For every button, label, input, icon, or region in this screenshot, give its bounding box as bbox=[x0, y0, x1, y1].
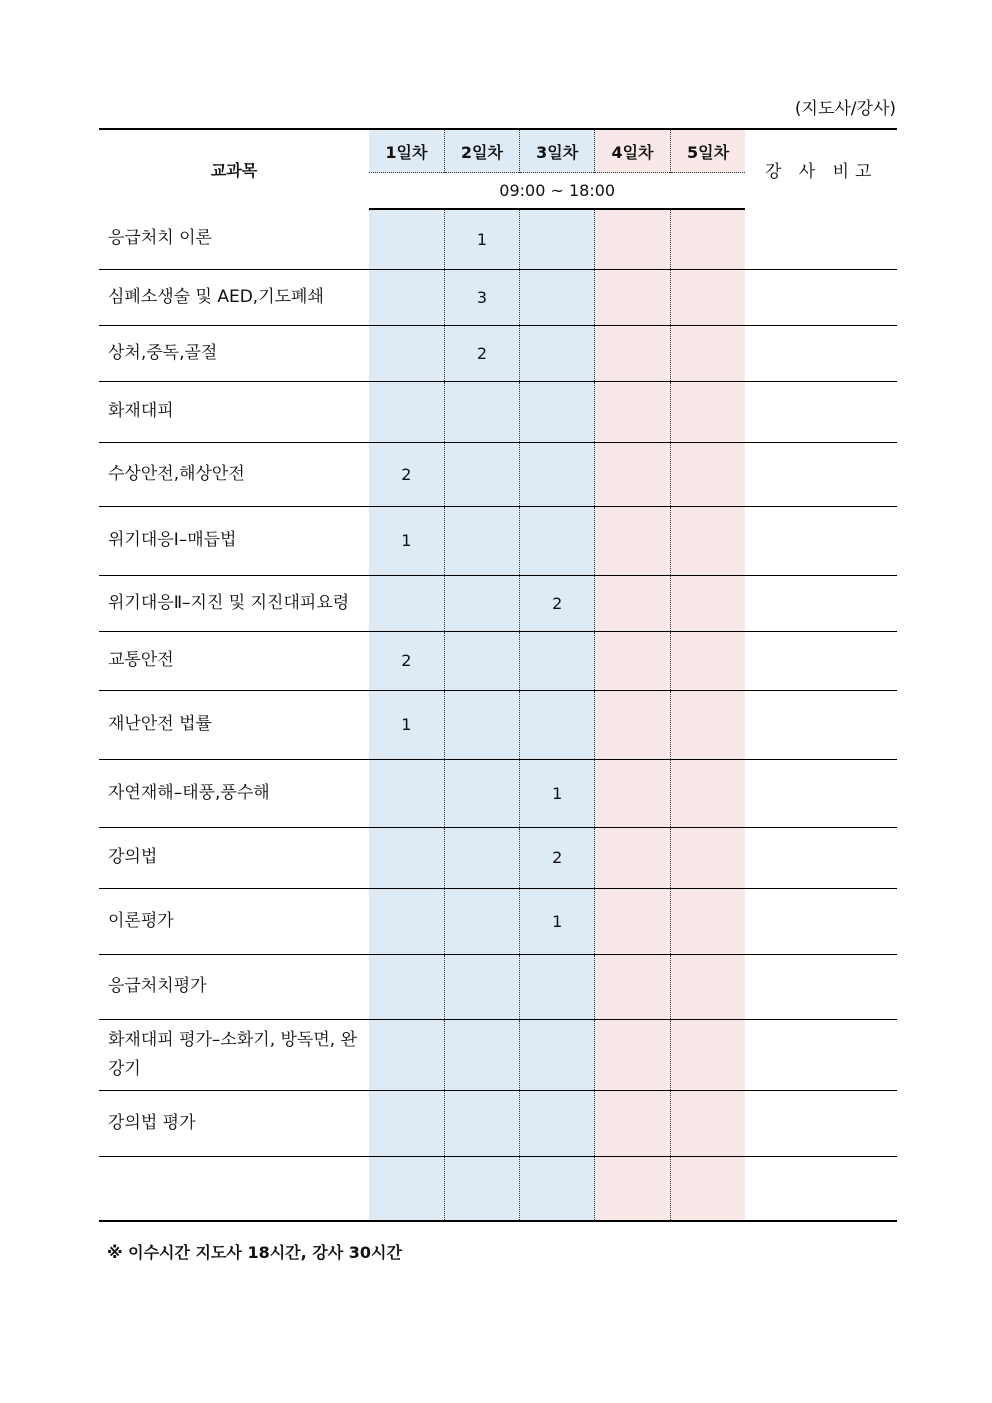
subject-cell: 상처,중독,골절 bbox=[99, 325, 369, 381]
instructor-cell bbox=[745, 575, 897, 631]
subject-cell: 강의법 bbox=[99, 827, 369, 888]
table-row bbox=[99, 442, 897, 506]
completion-note: ※ 이수시간 지도사 18시간, 강사 30시간 bbox=[107, 1243, 402, 1262]
subject-cell: 자연재해–태풍,풍수해 bbox=[99, 759, 369, 827]
hours-cell-day-5 bbox=[670, 1090, 745, 1156]
hours-cell-day-4 bbox=[595, 325, 670, 381]
table-row bbox=[99, 1090, 897, 1156]
hours-cell-day-5 bbox=[670, 209, 745, 269]
hours-cell-day-4 bbox=[595, 690, 670, 759]
hours-cell-day-5 bbox=[670, 954, 745, 1019]
hours-cell-day-4 bbox=[595, 827, 670, 888]
header-row-days bbox=[99, 129, 897, 173]
hours-cell-day-5 bbox=[670, 631, 745, 690]
hours-cell-day-4 bbox=[595, 506, 670, 575]
hours-cell-day-1 bbox=[369, 269, 444, 325]
hours-cell-day-2 bbox=[444, 1090, 519, 1156]
hours-cell-day-1 bbox=[369, 381, 444, 442]
hours-cell-day-3: 1 bbox=[520, 888, 595, 954]
hours-cell-day-2 bbox=[444, 1156, 519, 1221]
table-row bbox=[99, 1156, 897, 1221]
subject-cell: 위기대응Ⅰ–매듭법 bbox=[99, 506, 369, 575]
table-row bbox=[99, 381, 897, 442]
hours-cell-day-2 bbox=[444, 442, 519, 506]
table-row bbox=[99, 575, 897, 631]
hours-cell-day-1 bbox=[369, 1156, 444, 1221]
hours-cell-day-3: 2 bbox=[520, 827, 595, 888]
hours-cell-day-3 bbox=[520, 209, 595, 269]
subject-cell: 강의법 평가 bbox=[99, 1090, 369, 1156]
hours-cell-day-1: 2 bbox=[369, 631, 444, 690]
hours-cell-day-2 bbox=[444, 575, 519, 631]
hours-cell-day-5 bbox=[670, 1019, 745, 1090]
hours-cell-day-5 bbox=[670, 888, 745, 954]
hours-cell-day-2: 1 bbox=[444, 209, 519, 269]
day-header-5: 5일차 bbox=[670, 129, 745, 173]
instructor-cell bbox=[745, 381, 897, 442]
table-row bbox=[99, 631, 897, 690]
hours-cell-day-4 bbox=[595, 442, 670, 506]
training-schedule-table bbox=[99, 128, 897, 1222]
hours-cell-day-4 bbox=[595, 759, 670, 827]
hours-cell-day-5 bbox=[670, 442, 745, 506]
hours-cell-day-5 bbox=[670, 759, 745, 827]
table-caption: (지도사/강사) bbox=[794, 99, 896, 119]
hours-cell-day-4 bbox=[595, 1019, 670, 1090]
hours-cell-day-1: 1 bbox=[369, 690, 444, 759]
hours-cell-day-4 bbox=[595, 1156, 670, 1221]
hours-cell-day-4 bbox=[595, 954, 670, 1019]
hours-cell-day-1 bbox=[369, 325, 444, 381]
hours-cell-day-3: 1 bbox=[520, 759, 595, 827]
subject-cell: 심폐소생술 및 AED,기도폐쇄 bbox=[99, 269, 369, 325]
hours-cell-day-4 bbox=[595, 209, 670, 269]
hours-cell-day-4 bbox=[595, 381, 670, 442]
hours-cell-day-2 bbox=[444, 381, 519, 442]
subject-cell: 교통안전 bbox=[99, 631, 369, 690]
hours-cell-day-3 bbox=[520, 442, 595, 506]
subject-header: 교과목 bbox=[99, 129, 369, 209]
day-header-3: 3일차 bbox=[520, 129, 595, 173]
subject-cell: 재난안전 법률 bbox=[99, 690, 369, 759]
subject-cell: 위기대응Ⅱ–지진 및 지진대피요령 bbox=[99, 575, 369, 631]
instructor-cell bbox=[745, 325, 897, 381]
table-row bbox=[99, 827, 897, 888]
table-row bbox=[99, 888, 897, 954]
subject-cell: 수상안전,해상안전 bbox=[99, 442, 369, 506]
hours-cell-day-4 bbox=[595, 269, 670, 325]
hours-cell-day-5 bbox=[670, 381, 745, 442]
hours-cell-day-1 bbox=[369, 888, 444, 954]
hours-cell-day-5 bbox=[670, 506, 745, 575]
table-row bbox=[99, 759, 897, 827]
hours-cell-day-2 bbox=[444, 759, 519, 827]
table-row bbox=[99, 325, 897, 381]
subject-cell: 화재대피 평가–소화기, 방독면, 완강기 bbox=[99, 1019, 369, 1090]
hours-cell-day-1: 2 bbox=[369, 442, 444, 506]
table-row bbox=[99, 506, 897, 575]
hours-cell-day-3 bbox=[520, 506, 595, 575]
hours-cell-day-2 bbox=[444, 506, 519, 575]
hours-cell-day-1 bbox=[369, 827, 444, 888]
hours-cell-day-4 bbox=[595, 1090, 670, 1156]
hours-cell-day-4 bbox=[595, 575, 670, 631]
hours-cell-day-2 bbox=[444, 631, 519, 690]
hours-cell-day-5 bbox=[670, 690, 745, 759]
hours-cell-day-3 bbox=[520, 1019, 595, 1090]
subject-cell: 이론평가 bbox=[99, 888, 369, 954]
subject-cell: 응급처치 이론 bbox=[99, 209, 369, 269]
hours-cell-day-5 bbox=[670, 325, 745, 381]
hours-cell-day-1 bbox=[369, 954, 444, 1019]
hours-cell-day-3: 2 bbox=[520, 575, 595, 631]
instructor-cell bbox=[745, 631, 897, 690]
instructor-cell bbox=[745, 1019, 897, 1090]
hours-cell-day-3 bbox=[520, 381, 595, 442]
hours-cell-day-3 bbox=[520, 1090, 595, 1156]
hours-cell-day-2 bbox=[444, 690, 519, 759]
hours-cell-day-1 bbox=[369, 575, 444, 631]
hours-cell-day-1 bbox=[369, 1019, 444, 1090]
hours-cell-day-3 bbox=[520, 690, 595, 759]
hours-cell-day-1 bbox=[369, 209, 444, 269]
table-row bbox=[99, 690, 897, 759]
instructor-cell bbox=[745, 269, 897, 325]
day-header-2: 2일차 bbox=[444, 129, 519, 173]
instructor-cell bbox=[745, 1156, 897, 1221]
hours-cell-day-5 bbox=[670, 575, 745, 631]
table-row bbox=[99, 1019, 897, 1090]
hours-cell-day-1: 1 bbox=[369, 506, 444, 575]
instructor-remarks-header: 강 사 비고 bbox=[745, 129, 897, 209]
hours-cell-day-3 bbox=[520, 631, 595, 690]
hours-cell-day-5 bbox=[670, 1156, 745, 1221]
table-row bbox=[99, 209, 897, 269]
schedule-body bbox=[99, 209, 897, 1221]
day-header-1: 1일차 bbox=[369, 129, 444, 173]
hours-cell-day-3 bbox=[520, 954, 595, 1019]
time-range: 09:00 ~ 18:00 bbox=[369, 173, 745, 210]
instructor-cell bbox=[745, 1090, 897, 1156]
hours-cell-day-5 bbox=[670, 269, 745, 325]
subject-cell: 응급처치평가 bbox=[99, 954, 369, 1019]
instructor-cell bbox=[745, 506, 897, 575]
hours-cell-day-3 bbox=[520, 269, 595, 325]
hours-cell-day-2 bbox=[444, 1019, 519, 1090]
subject-cell: 화재대피 bbox=[99, 381, 369, 442]
instructor-cell bbox=[745, 209, 897, 269]
hours-cell-day-2: 2 bbox=[444, 325, 519, 381]
hours-cell-day-3 bbox=[520, 325, 595, 381]
hours-cell-day-4 bbox=[595, 631, 670, 690]
hours-cell-day-1 bbox=[369, 1090, 444, 1156]
subject-cell bbox=[99, 1156, 369, 1221]
instructor-cell bbox=[745, 759, 897, 827]
hours-cell-day-2 bbox=[444, 888, 519, 954]
hours-cell-day-2 bbox=[444, 827, 519, 888]
instructor-cell bbox=[745, 690, 897, 759]
hours-cell-day-2 bbox=[444, 954, 519, 1019]
table-row bbox=[99, 954, 897, 1019]
hours-cell-day-1 bbox=[369, 759, 444, 827]
instructor-cell bbox=[745, 954, 897, 1019]
hours-cell-day-3 bbox=[520, 1156, 595, 1221]
hours-cell-day-5 bbox=[670, 827, 745, 888]
instructor-cell bbox=[745, 827, 897, 888]
hours-cell-day-4 bbox=[595, 888, 670, 954]
instructor-cell bbox=[745, 442, 897, 506]
table-row bbox=[99, 269, 897, 325]
hours-cell-day-2: 3 bbox=[444, 269, 519, 325]
instructor-cell bbox=[745, 888, 897, 954]
day-header-4: 4일차 bbox=[595, 129, 670, 173]
